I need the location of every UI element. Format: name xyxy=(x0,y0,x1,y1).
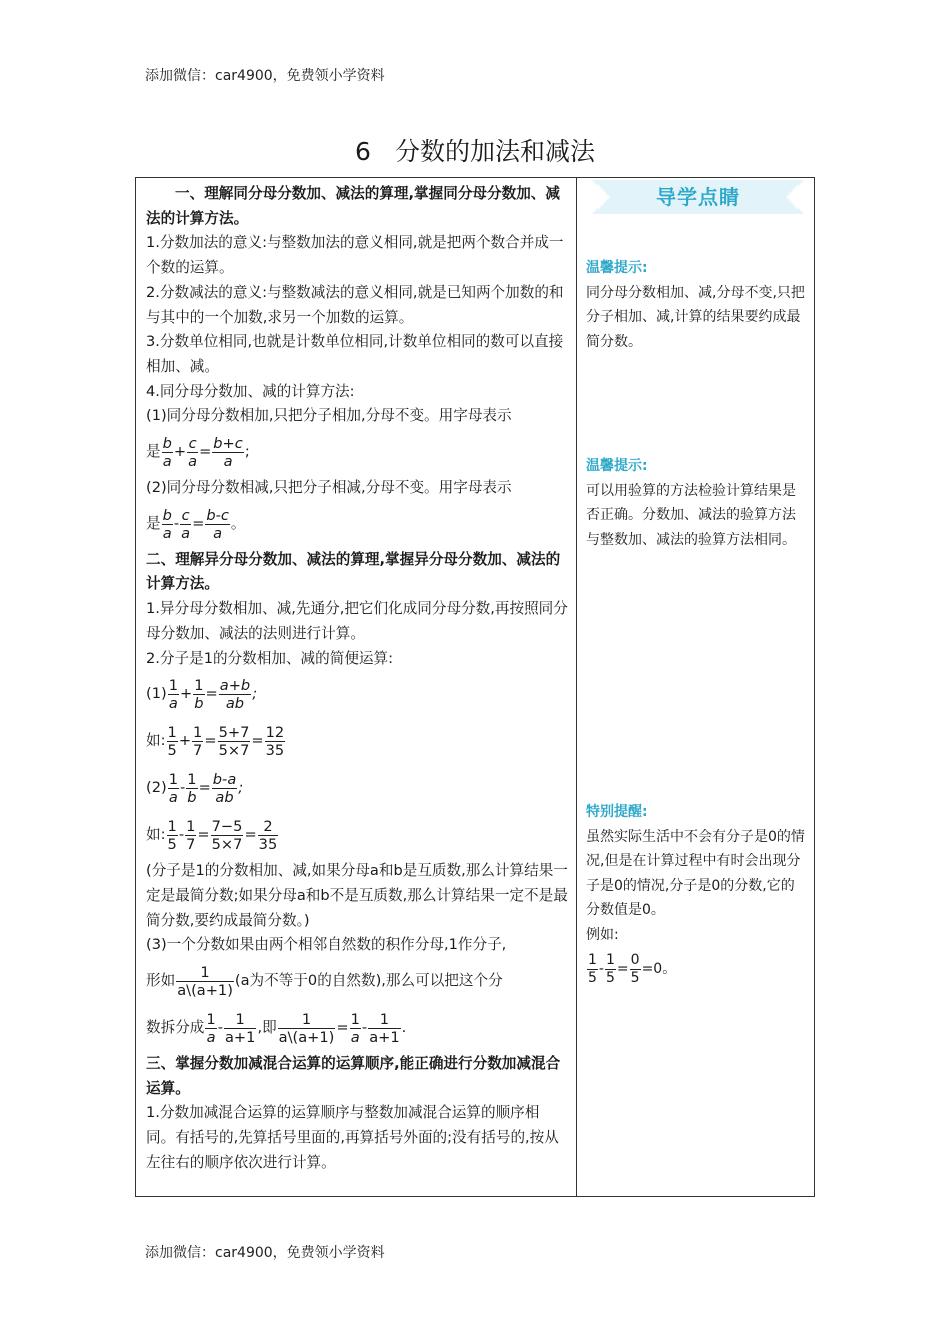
example-label: 例如: xyxy=(586,926,619,943)
title-text: 分数的加法和减法 xyxy=(394,137,595,166)
formula-consecutive-product xyxy=(146,958,568,1005)
formula-suffix: (a为不等于0的自然数),那么可以把这个分 xyxy=(234,972,503,990)
formula-suffix: ; xyxy=(252,685,258,703)
fraction: $\frac{1}{a\backslash(a+1)}$ xyxy=(278,1011,335,1047)
formula-unit-subtract xyxy=(146,765,568,812)
s1-paragraph-1: 1.分数加法的意义:与整数加法的意义相同,就是把两个数合并成一个数的运算。 xyxy=(146,234,564,277)
operator: - xyxy=(361,1019,368,1037)
section-3-heading: 三、掌握分数加减混合运算的运算顺序,能正确进行分数加减混合运算。 xyxy=(146,1055,561,1097)
main-column xyxy=(146,182,568,1176)
equals-sign: = xyxy=(616,960,629,977)
example-formula xyxy=(586,947,808,991)
fraction: $\frac{b+c}{a}$ xyxy=(213,435,243,471)
operator: - xyxy=(598,960,604,977)
operator: - xyxy=(217,1019,223,1037)
fraction: $\frac{b-c}{a}$ xyxy=(206,506,229,542)
equals-sign: = xyxy=(197,826,210,844)
fraction: $\frac{b-a}{ab}$ xyxy=(212,771,237,807)
content-table xyxy=(135,177,815,1197)
tip-1-heading: 温馨提示: xyxy=(586,260,648,276)
formula-connector: ,即 xyxy=(257,1019,277,1037)
section-1-heading: 一、理解同分母分数加、减法的算理,掌握同分母分数加、减法的计算方法。 xyxy=(146,185,560,227)
fraction: $\frac{2}{35}$ xyxy=(258,818,278,854)
section-2-heading: 二、理解异分母分数加、减法的算理,掌握异分母分数加、减法的计算方法。 xyxy=(146,550,561,593)
fraction: $\frac{7-5}{5\times 7}$ xyxy=(211,818,243,854)
fraction: $\frac{1}{a}$ xyxy=(168,677,178,713)
equals-sign: = xyxy=(205,685,218,703)
watermark-bottom: 添加微信：car4900，免费领小学资料 xyxy=(145,1245,385,1261)
s2-paragraph-4: (3)一个分数如果由两个相邻自然数的积作分母,1作分子, xyxy=(146,936,507,954)
s1-paragraph-3: 3.分数单位相同,也就是计数单位相同,计数单位相同的数可以直接相加、减。 xyxy=(146,333,564,375)
column-divider xyxy=(576,178,577,1196)
operator: - xyxy=(179,779,186,797)
fraction: $\frac{0}{5}$ xyxy=(630,951,640,986)
fraction: $\frac{1}{5}$ xyxy=(167,818,177,854)
fraction: $\frac{12}{35}$ xyxy=(265,724,285,760)
equals-sign: = xyxy=(251,732,264,750)
formula-suffix: ; xyxy=(238,779,244,797)
example-result: =0。 xyxy=(641,960,677,977)
banner-title: 导学点睛 xyxy=(656,185,740,209)
guide-banner xyxy=(592,180,804,214)
fraction: $\frac{b}{a}$ xyxy=(162,506,172,542)
s1-paragraph-6: (2)同分母分数相减,只把分子相减,分母不变。用字母表示 xyxy=(146,479,512,497)
fraction: $\frac{1}{a+1}$ xyxy=(369,1011,400,1047)
formula-prefix: 是 xyxy=(146,514,161,532)
fraction: $\frac{1}{a+1}$ xyxy=(224,1011,256,1047)
s2-paragraph-1: 1.异分母分数相加、减,先通分,把它们化成同分母分数,再按照同分母分数加、减法的法则进行计算。 xyxy=(146,600,568,642)
equals-sign: = xyxy=(199,443,212,461)
s1-paragraph-5: (1)同分母分数相加,只把分子相加,分母不变。用字母表示 xyxy=(146,407,512,425)
s2-paragraph-3: (分子是1的分数相加、减,如果分母a和b是互质数,那么计算结果一定是最简分数;如果分母a和b不是互质数,那么计算结果一定不是最简分数,要约成最简分数。) xyxy=(146,862,568,929)
formula-prefix: 形如 xyxy=(146,972,176,990)
fraction: $\frac{1}{a\backslash(a+1)}$ xyxy=(177,964,233,1000)
formula-prefix: (1) xyxy=(146,685,167,703)
tip-1 xyxy=(586,256,808,354)
fraction: $\frac{1}{a}$ xyxy=(168,771,178,807)
title-number: 6 xyxy=(355,137,371,166)
s1-paragraph-4: 4.同分母分数加、减的计算方法: xyxy=(146,382,355,400)
fraction: $\frac{a+b}{ab}$ xyxy=(219,677,251,713)
operator: - xyxy=(178,826,185,844)
watermark-top: 添加微信：car4900，免费领小学资料 xyxy=(145,68,385,84)
formula-prefix: 数拆分成 xyxy=(146,1019,205,1037)
tip-3-heading: 特别提醒: xyxy=(586,804,648,820)
fraction: $\frac{1}{a}$ xyxy=(206,1011,216,1047)
tip-2-heading: 温馨提示: xyxy=(586,458,648,474)
formula-suffix: ; xyxy=(244,443,250,461)
fraction: $\frac{1}{5}$ xyxy=(605,951,615,986)
operator: + xyxy=(173,443,187,461)
formula-same-denominator-subtract xyxy=(146,501,568,548)
formula-unit-add-example xyxy=(146,718,568,765)
page-title xyxy=(0,134,950,170)
tip-3-body: 虽然实际生活中不会有分子是0的情况,但是在计算过程中有时会出现分子是0的情况,分子是0的分数,它的分数值是0。 xyxy=(586,828,805,918)
tip-1-body: 同分母分数相加、减,分母不变,只把分子相加、减,计算的结果要约成最简分数。 xyxy=(586,284,805,350)
formula-suffix: . xyxy=(401,1019,407,1037)
formula-prefix: 如: xyxy=(146,732,166,750)
fraction: $\frac{1}{a}$ xyxy=(350,1011,360,1047)
fraction: $\frac{1}{b}$ xyxy=(194,677,204,713)
operator: + xyxy=(179,685,193,703)
fraction: $\frac{1}{7}$ xyxy=(193,724,203,760)
s1-paragraph-2: 2.分数减法的意义:与整数减法的意义相同,就是已知两个加数的和与其中的一个加数,求另一个加数的运算。 xyxy=(146,283,564,326)
s3-paragraph-1: 1.分数加减混合运算的运算顺序与整数加减混合运算的顺序相同。有括号的,先算括号里面的,再算括号外面的;没有括号的,按从左往右的顺序依次进行计算。 xyxy=(146,1104,559,1171)
fraction: $\frac{1}{5}$ xyxy=(588,951,597,986)
formula-unit-subtract-example xyxy=(146,812,568,859)
formula-prefix: 如: xyxy=(146,826,166,844)
formula-same-denominator-add xyxy=(146,429,568,476)
formula-prefix: (2) xyxy=(146,779,167,797)
fraction: $\frac{c}{a}$ xyxy=(188,435,198,471)
s2-paragraph-2: 2.分子是1的分数相加、减的简便运算: xyxy=(146,649,394,667)
equals-sign: = xyxy=(204,732,217,750)
equals-sign: = xyxy=(244,826,257,844)
fraction: $\frac{1}{5}$ xyxy=(167,724,177,760)
formula-unit-add xyxy=(146,671,568,718)
fraction: $\frac{1}{7}$ xyxy=(186,818,196,854)
operator: + xyxy=(178,732,192,750)
equals-sign: = xyxy=(198,779,211,797)
equals-sign: = xyxy=(336,1019,349,1037)
fraction: $\frac{c}{a}$ xyxy=(181,506,191,542)
tip-2-body: 可以用验算的方法检验计算结果是否正确。分数加、减法的验算方法与整数加、减法的验算方法相同。 xyxy=(586,482,796,548)
tip-2 xyxy=(586,454,808,552)
fraction: $\frac{b}{a}$ xyxy=(162,435,172,471)
equals-sign: = xyxy=(192,514,205,532)
formula-suffix: 。 xyxy=(230,514,246,532)
fraction: $\frac{5+7}{5\times 7}$ xyxy=(218,724,250,760)
operator: - xyxy=(173,514,180,532)
fraction: $\frac{1}{b}$ xyxy=(187,771,197,807)
tip-3 xyxy=(586,800,808,991)
formula-prefix: 是 xyxy=(146,443,161,461)
formula-split-fraction xyxy=(146,1005,568,1052)
